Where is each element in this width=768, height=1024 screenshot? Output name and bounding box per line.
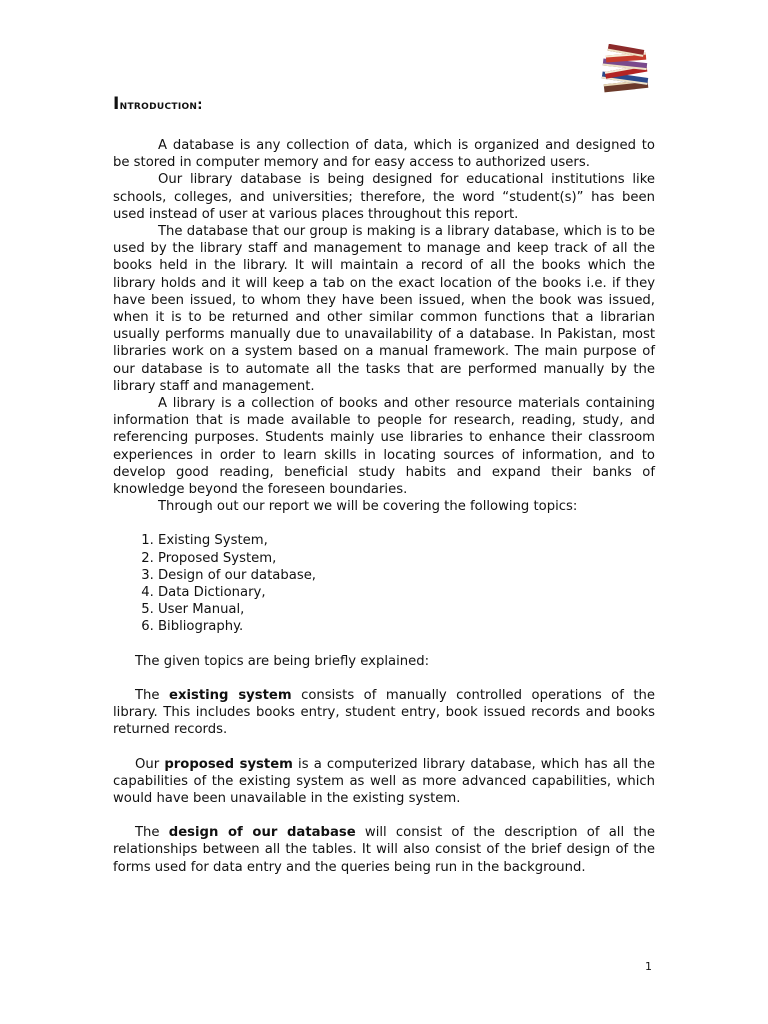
paragraph-explained-intro: The given topics are being briefly explained:: [135, 653, 430, 669]
heading-initial: I: [113, 94, 120, 114]
paragraph-database-design: [113, 824, 655, 876]
page-number: 1: [645, 960, 652, 973]
text-run: The: [135, 687, 169, 703]
list-item: 2. Proposed System,: [158, 550, 655, 567]
spacer: [113, 807, 655, 824]
list-item: 1. Existing System,: [158, 532, 655, 549]
spacer: [113, 515, 655, 532]
section-heading: [113, 94, 203, 114]
list-item: 4. Data Dictionary,: [158, 584, 655, 601]
spacer: [113, 739, 655, 756]
paragraph-definition: A database is any collection of data, which is organized and designed to be stored in computer memory and for easy access to authorized users.: [113, 138, 655, 171]
topics-list: [113, 532, 655, 635]
stack-of-books-icon: [598, 44, 656, 94]
paragraph-topics-intro: Through out our report we will be covering the following topics:: [158, 499, 578, 515]
text-run: is a computerized library database, which has all the capabilities of the existing system as well as more advanced capabilities, which would have been unavailable in the existing system.: [113, 756, 655, 806]
bold-term: design of our database: [168, 825, 356, 841]
paragraph-audience: Our library database is being designed for educational institutions like schools, colleges, and universities; therefore, the word “student(s)” has been used instead of user at various places throughout this report.: [113, 172, 655, 222]
heading-rest: ntroduction:: [119, 98, 203, 113]
text-run: will consist of the description of all the relationships between all the tables. It will also consist of the brief design of the forms used for data entry and the queries being run in the background.: [113, 825, 655, 875]
list-item: 6. Bibliography.: [158, 618, 655, 635]
list-item: 3. Design of our database,: [158, 567, 655, 584]
bold-term: existing system: [169, 687, 292, 703]
paragraph-library: A library is a collection of books and other resource materials containing information that is made available to people for research, reading, study, and referencing purposes. Students mainly use libraries to enhance their classroom experiences in order to learn skills in locating sources of information, and to develop good reading, beneficial study habits and expand their banks of knowledge beyond the foreseen boundaries.: [113, 396, 655, 498]
text-run: The: [135, 825, 169, 841]
text-run: Our: [135, 756, 165, 772]
list-item: 5. User Manual,: [158, 601, 655, 618]
spacer: [113, 670, 655, 687]
paragraph-existing-system: [113, 687, 655, 739]
paragraph-proposed-system: [113, 756, 655, 808]
document-body: [113, 137, 655, 876]
spacer: [113, 636, 655, 653]
paragraph-purpose: The database that our group is making is a library database, which is to be used by the library staff and management to manage and keep track of all the books held in the library. It will maintain a record of all the books which the library holds and it will keep a tab on the exact location of the books i.e. if they have been issued, to whom they have been issued, when the book was issued, when it is to be returned and other similar common functions that a librarian usually performs manually due to unavailability of a database. In Pakistan, most libraries work on a system based on a manual framework. The main purpose of our database is to automate all the tasks that are performed manually by the library staff and management.: [113, 224, 655, 394]
text-run: consists of manually controlled operations of the library. This includes books entry, student entry, book issued records and books returned records.: [113, 687, 655, 738]
bold-term: proposed system: [164, 756, 293, 772]
